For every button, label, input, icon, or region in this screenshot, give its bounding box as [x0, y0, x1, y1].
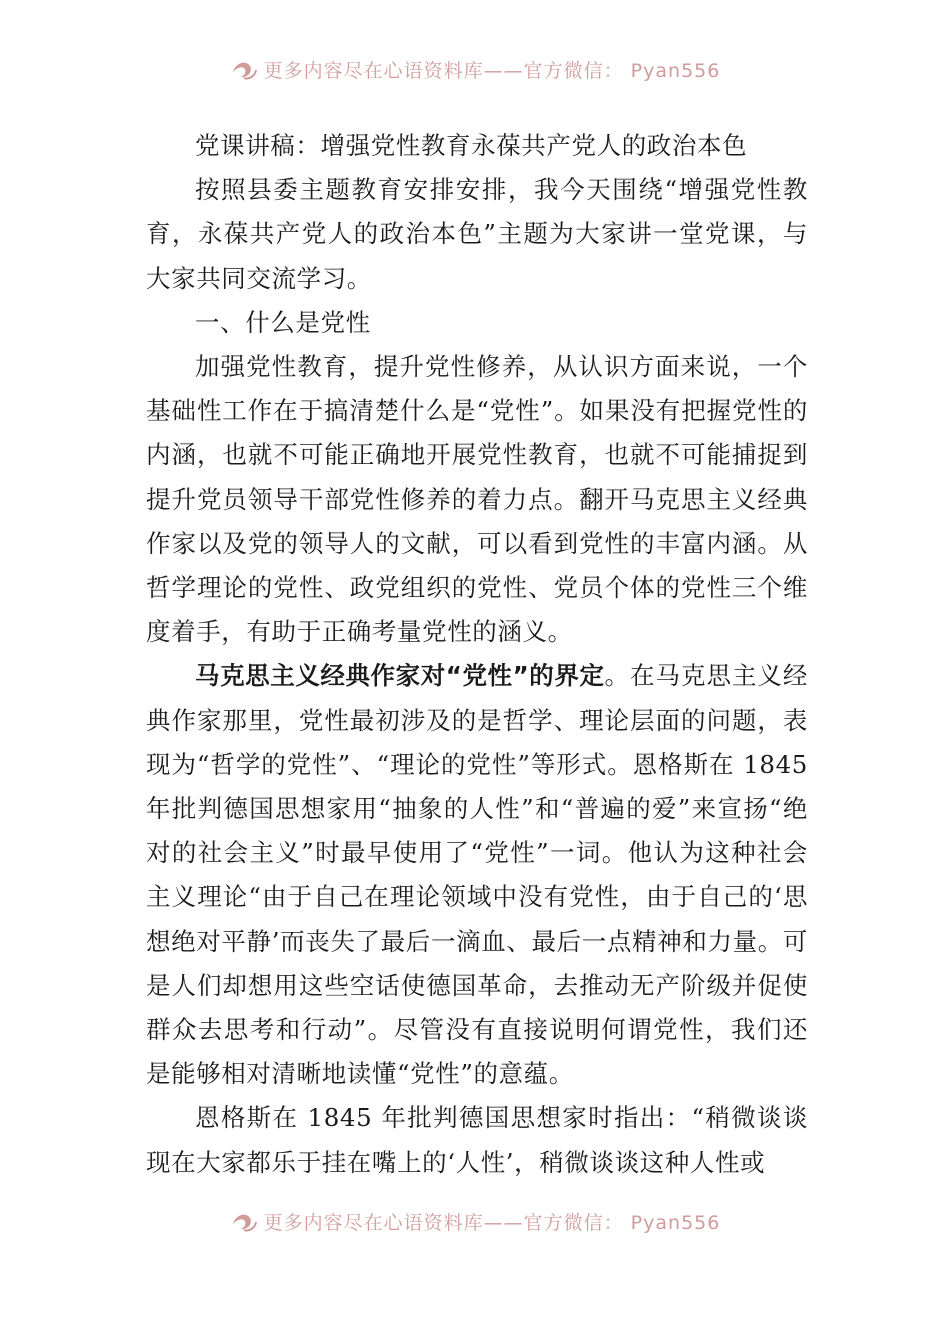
document-body: [146, 124, 808, 1185]
header-watermark: [0, 56, 950, 83]
brand-logo-icon: [230, 58, 258, 82]
intro-paragraph: 按照县委主题教育安排安排，我今天围绕“增强党性教育，永葆共产党人的政治本色”主题为大家讲一堂党课，与大家共同交流学习。: [146, 175, 808, 293]
watermark-text: 更多内容尽在心语资料库——官方微信： Pyan556: [263, 60, 721, 82]
body-paragraph-1: 加强党性教育，提升党性修养，从认识方面来说，一个基础性工作在于搞清楚什么是“党性”。如果没有把握党性的内涵，也就不可能正确地开展党性教育，也就不可能捕捉到提升党员领导干部党性修养的着力点。翻开马克思主义经典作家以及党的领导人的文献，可以看到党性的丰富内涵。从哲学理论的党性、政党组织的党性、党员个体的党性三个维度着手，有助于正确考量党性的涵义。: [146, 352, 808, 647]
brand-logo-icon: [230, 1210, 258, 1234]
section-heading: 一、什么是党性: [195, 307, 371, 337]
document-title: 党课讲稿：增强党性教育永葆共产党人的政治本色: [195, 131, 748, 160]
bold-lead-phrase: 马克思主义经典作家对“党性”的界定: [195, 661, 605, 691]
paragraph-continuation: 。在马克思主义经典作家那里，党性最初涉及的是哲学、理论层面的问题，表现为“哲学的党性”、“理论的党性”等形式。恩格斯在 1845 年批判德国思想家用“抽象的人性”和“普遍的爱”来宣扬“绝对的社会主义”时最早使用了“党性”一词。他认为这种社会主义理论“由于自己在理论领域中没有党性，由于自己的‘思想绝对平静’而丧失了最后一滴血、最后一点精神和力量。可是人们却想用这些空话使德国革命，去推动无产阶级并促使群众去思考和行动”。尽管没有直接说明何谓党性，我们还是能够相对清晰地读懂“党性”的意蕴。: [146, 661, 808, 1089]
body-paragraph-3: 恩格斯在 1845 年批判德国思想家时指出：“稍微谈谈现在大家都乐于挂在嘴上的‘人性’，稍微谈谈这种人性或: [146, 1103, 808, 1177]
watermark-text: 更多内容尽在心语资料库——官方微信： Pyan556: [263, 1212, 721, 1234]
body-paragraph-2: [146, 654, 808, 1096]
footer-watermark: [0, 1208, 950, 1235]
